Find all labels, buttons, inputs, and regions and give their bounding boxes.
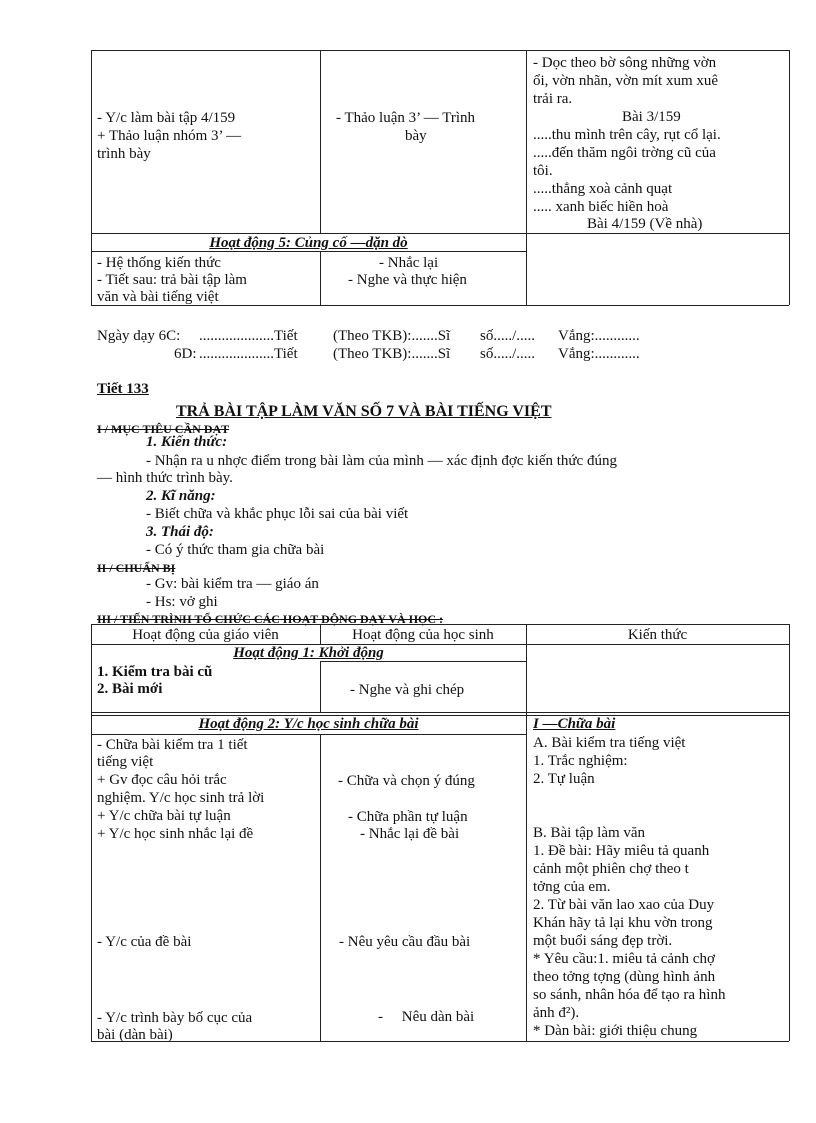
col-header-knowledge: Kiến thức <box>627 627 688 643</box>
kien-thuc-text-2: — hình thức trình bày. <box>97 470 233 486</box>
hd2-title: Hoạt động 2: Y/c học sinh chữa bài <box>198 716 419 732</box>
schedule-vang: Vắng:............ <box>558 328 640 344</box>
c3-line: ổi, vờn nhãn, vờn mít xum xuê <box>533 73 719 89</box>
knowledge-line: theo tởng tợng (dùng hình ảnh <box>533 969 716 985</box>
schedule-si: số...../..... <box>480 328 536 344</box>
knowledge-line: so sánh, nhân hóa để tạo ra hình <box>533 987 726 1003</box>
kien-thuc-text-1: - Nhận ra u nhợc điểm trong bài làm của mình — xác định đợc kiến thức đúng <box>146 453 617 469</box>
top-r2-c1-line2: - Tiết sau: trả bài tập làm <box>97 272 247 288</box>
student-line: - Nhắc lại đề bài <box>360 826 460 842</box>
knowledge-line: 1. Đề bài: Hãy miêu tả quanh <box>533 843 710 859</box>
top-r1-c2-line1: - Thảo luận 3’ — Trình <box>336 110 476 126</box>
section-1-heading: I / MỤC TIÊU CẦN ĐẠT <box>97 422 230 436</box>
hd1-kiem-tra: 1. Kiểm tra bài cũ <box>97 664 213 680</box>
knowledge-line: B. Bài tập làm văn <box>533 825 646 841</box>
schedule-tiet: ....................Tiết <box>199 328 298 344</box>
teacher-line: - Chữa bài kiểm tra 1 tiết <box>97 737 248 753</box>
knowledge-heading: I —Chữa bài <box>533 716 616 732</box>
subsection-thai-do: 3. Thái độ: <box>146 524 214 540</box>
top-r1-c1-line1: - Y/c làm bài tập 4/159 <box>97 110 236 126</box>
top-r2-c2-line1: - Nhắc lại <box>379 255 439 271</box>
schedule-si: số...../..... <box>480 346 536 362</box>
subsection-ki-nang: 2. Kĩ năng: <box>146 488 216 504</box>
hd1-student: - Nghe và ghi chép <box>350 682 465 698</box>
thai-do-text: - Có ý thức tham gia chữa bài <box>146 542 325 558</box>
teacher-line: + Gv đọc câu hỏi trắc <box>97 772 227 788</box>
student-line: - Nêu dàn bài <box>378 1009 475 1025</box>
top-r1-c1-line3: trình bày <box>97 146 151 162</box>
c3-line: trải ra. <box>533 91 573 107</box>
knowledge-line: ảnh đ²). <box>533 1005 580 1021</box>
lesson-title: TRẢ BÀI TẬP LÀM VĂN SỐ 7 VÀ BÀI TIẾNG VIỆT <box>176 403 552 420</box>
knowledge-line: 2. Từ bài văn lao xao của Duy <box>533 897 715 913</box>
schedule-tkb: (Theo TKB):.......Sĩ <box>333 346 451 362</box>
top-r1-c1-line2: + Thảo luận nhóm 3’ — <box>97 128 242 144</box>
ki-nang-text: - Biết chữa và khắc phục lỗi sai của bài viết <box>146 506 409 522</box>
teacher-line: tiếng việt <box>97 754 154 770</box>
schedule-class: Ngày dạy 6C: <box>97 328 181 344</box>
schedule-class: 6D: <box>174 346 197 362</box>
top-r2-c1-line3: văn và bài tiếng việt <box>97 289 219 305</box>
c3-line: - Dọc theo bờ sông những vờn <box>533 55 717 71</box>
lesson-number: Tiết 133 <box>97 381 149 397</box>
knowledge-line: 2. Tự luận <box>533 771 595 787</box>
student-line: - Chữa và chọn ý đúng <box>338 773 475 789</box>
c3-line: .....thẳng xoà cảnh quạt <box>533 181 673 197</box>
subsection-kien-thuc: 1. Kiến thức: <box>146 434 228 450</box>
teacher-line: bài (dàn bài) <box>97 1027 173 1043</box>
student-line: - Chữa phần tự luận <box>348 809 468 825</box>
top-r2-c1-line1: - Hệ thống kiến thức <box>97 255 221 271</box>
knowledge-line: cảnh một phiên chợ theo t <box>533 861 689 877</box>
col-header-teacher: Hoạt động của giáo viên <box>132 627 279 643</box>
top-r2-c2-line2: - Nghe và thực hiện <box>348 272 467 288</box>
schedule-tiet: ....................Tiết <box>199 346 298 362</box>
knowledge-line: * Dàn bài: giới thiệu chung <box>533 1023 698 1039</box>
knowledge-line: Khán hãy tả lại khu vờn trong <box>533 915 713 931</box>
student-line: - Nêu yêu cầu đầu bài <box>339 934 471 950</box>
col-header-student: Hoạt động của học sinh <box>352 627 494 643</box>
knowledge-line: một buổi sáng đẹp trời. <box>533 933 673 949</box>
teacher-line: - Y/c trình bày bố cục của <box>97 1010 253 1026</box>
schedule-tkb: (Theo TKB):.......Sĩ <box>333 328 451 344</box>
hd5-title: Hoạt động 5: Củng cố —dặn dò <box>209 235 408 251</box>
teacher-line: + Y/c chữa bài tự luận <box>97 808 231 824</box>
teacher-line: - Y/c của đề bài <box>97 934 192 950</box>
teacher-line: nghiệm. Y/c học sinh trả lời <box>97 790 265 806</box>
top-r1-c2-line2: bày <box>405 128 427 144</box>
hd1-title: Hoạt động 1: Khởi động <box>233 645 384 661</box>
c3-line: Bài 4/159 (Về nhà) <box>587 216 703 232</box>
knowledge-line: 1. Trắc nghiệm: <box>533 753 628 769</box>
c3-line: ..... xanh biếc hiền hoà <box>533 199 669 215</box>
teacher-line: + Y/c học sinh nhắc lại đề <box>97 826 254 842</box>
c3-line: tôi. <box>533 163 553 179</box>
hd1-bai-moi: 2. Bài mới <box>97 681 163 697</box>
c3-line: Bài 3/159 <box>622 109 681 125</box>
knowledge-line: * Yêu cầu:1. miêu tả cảnh chợ <box>533 951 715 967</box>
section-3-heading: III / TIẾN TRÌNH TỔ CHỨC CÁC HOẠT ĐỘNG DẠY VÀ HỌC : <box>97 612 444 626</box>
knowledge-line: tởng của em. <box>533 879 611 895</box>
chuan-bi-gv: - Gv: bài kiểm tra — giáo án <box>146 576 319 592</box>
schedule-vang: Vắng:............ <box>558 346 640 362</box>
knowledge-line: A. Bài kiểm tra tiếng việt <box>533 735 686 751</box>
c3-line: .....thu mình trên cây, rụt cổ lại. <box>533 127 721 143</box>
chuan-bi-hs: - Hs: vở ghi <box>146 594 218 610</box>
c3-line: .....đến thăm ngôi trờng cũ của <box>533 145 716 161</box>
section-2-heading: II / CHUẨN BỊ <box>97 561 176 575</box>
